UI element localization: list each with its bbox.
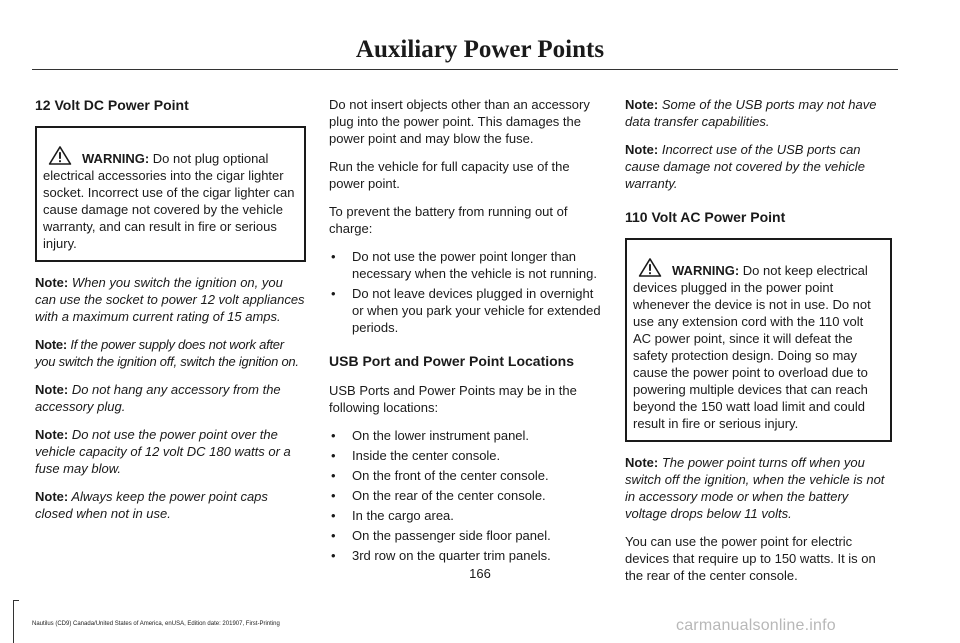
list-item: • In the cargo area. bbox=[331, 508, 454, 523]
bullet-glyph: • bbox=[331, 468, 336, 483]
section-heading-110v: 110 Volt AC Power Point bbox=[625, 209, 786, 225]
paragraph: Run the vehicle for full capacity use of the power point. bbox=[329, 159, 570, 191]
paragraph: Do not insert objects other than an accessory plug into the power point. This damages the power point and may blow the fuse. bbox=[329, 97, 590, 146]
location-bullet-list bbox=[329, 427, 601, 564]
column-right bbox=[625, 96, 892, 595]
note: Note: Do not use the power point over the vehicle capacity of 12 volt DC 180 watts or a fuse may blow. bbox=[35, 427, 291, 476]
section-heading-12v: 12 Volt DC Power Point bbox=[35, 97, 189, 113]
page-number: 166 bbox=[469, 566, 491, 581]
list-item: • On the front of the center console. bbox=[331, 468, 549, 483]
note: Note: When you switch the ignition on, you can use the socket to power 12 volt appliances with a maximum current rating of 15 amps. bbox=[35, 275, 305, 324]
bullet-glyph: • bbox=[331, 448, 336, 463]
note: Note: The power point turns off when you switch off the ignition, when the vehicle is not in accessory mode or when the battery voltage drops below 11 volts. bbox=[625, 455, 885, 521]
list-item: • Do not use the power point longer than necessary when the vehicle is not running. bbox=[331, 249, 597, 281]
warning-triangle-icon bbox=[638, 258, 662, 277]
bullet-glyph: • bbox=[331, 286, 336, 301]
warning-label: WARNING: bbox=[672, 263, 740, 278]
note: Note: Incorrect use of the USB ports can cause damage not covered by the vehicle warranty. bbox=[625, 142, 865, 191]
list-item: • On the lower instrument panel. bbox=[331, 428, 530, 443]
paragraph: USB Ports and Power Points may be in the following locations: bbox=[329, 383, 577, 415]
bullet-glyph: • bbox=[331, 428, 336, 443]
bullet-glyph: • bbox=[331, 548, 336, 563]
warning-triangle-icon bbox=[48, 146, 72, 165]
paragraph: You can use the power point for electric devices that require up to 150 watts. It is on the rear of the center console. bbox=[625, 534, 876, 583]
crop-mark-bottom-left bbox=[13, 600, 19, 601]
section-heading-usb: USB Port and Power Point Locations bbox=[329, 353, 575, 369]
warning-box-12v bbox=[35, 126, 306, 262]
bullet-glyph: • bbox=[331, 508, 336, 523]
column-middle bbox=[329, 96, 601, 574]
warning-text: Do not keep electrical devices plugged in the power point whenever the device is not in use. Do not use any extension cord with the 110 volt AC power point, since it will defeat the safety protection design. Doing so may cause the power point to overload due to powering multiple devices that can reach beyond the 150 watt load limit and could result in fire or serious injury. bbox=[633, 263, 871, 431]
column-left bbox=[35, 96, 306, 533]
list-item: • Inside the center console. bbox=[331, 448, 501, 463]
list-item: • On the rear of the center console. bbox=[331, 488, 546, 503]
bullet-glyph: • bbox=[331, 488, 336, 503]
header-divider bbox=[32, 69, 898, 70]
crop-mark-left bbox=[13, 600, 14, 643]
list-item: • On the passenger side floor panel. bbox=[331, 528, 551, 543]
warning-text: Do not plug optional electrical accessories into the cigar lighter socket. Incorrect use of the cigar lighter can cause damage not covered by the vehicle warranty, and can result in fire or serious injury. bbox=[43, 151, 295, 251]
battery-bullet-list bbox=[329, 248, 601, 336]
list-item: • 3rd row on the quarter trim panels. bbox=[331, 548, 551, 563]
bullet-glyph: • bbox=[331, 249, 336, 264]
list-item: • Do not leave devices plugged in overnight or when you park your vehicle for extended periods. bbox=[331, 286, 601, 335]
footer-edition-text: Nautilus (CD9) Canada/United States of America, enUSA, Edition date: 201907, First-Printing bbox=[32, 621, 280, 627]
paragraph: To prevent the battery from running out of charge: bbox=[329, 204, 568, 236]
warning-label: WARNING: bbox=[82, 151, 150, 166]
watermark: carmanualsonline.info bbox=[676, 617, 836, 634]
warning-box-110v bbox=[625, 238, 892, 442]
note: Note: Some of the USB ports may not have data transfer capabilities. bbox=[625, 97, 877, 129]
note: Note: Always keep the power point caps closed when not in use. bbox=[35, 489, 268, 521]
bullet-glyph: • bbox=[331, 528, 336, 543]
note: Note: If the power supply does not work after you switch the ignition off, switch the ignition on. bbox=[35, 337, 299, 369]
page-title: Auxiliary Power Points bbox=[355, 36, 605, 63]
note: Note: Do not hang any accessory from the accessory plug. bbox=[35, 382, 281, 414]
